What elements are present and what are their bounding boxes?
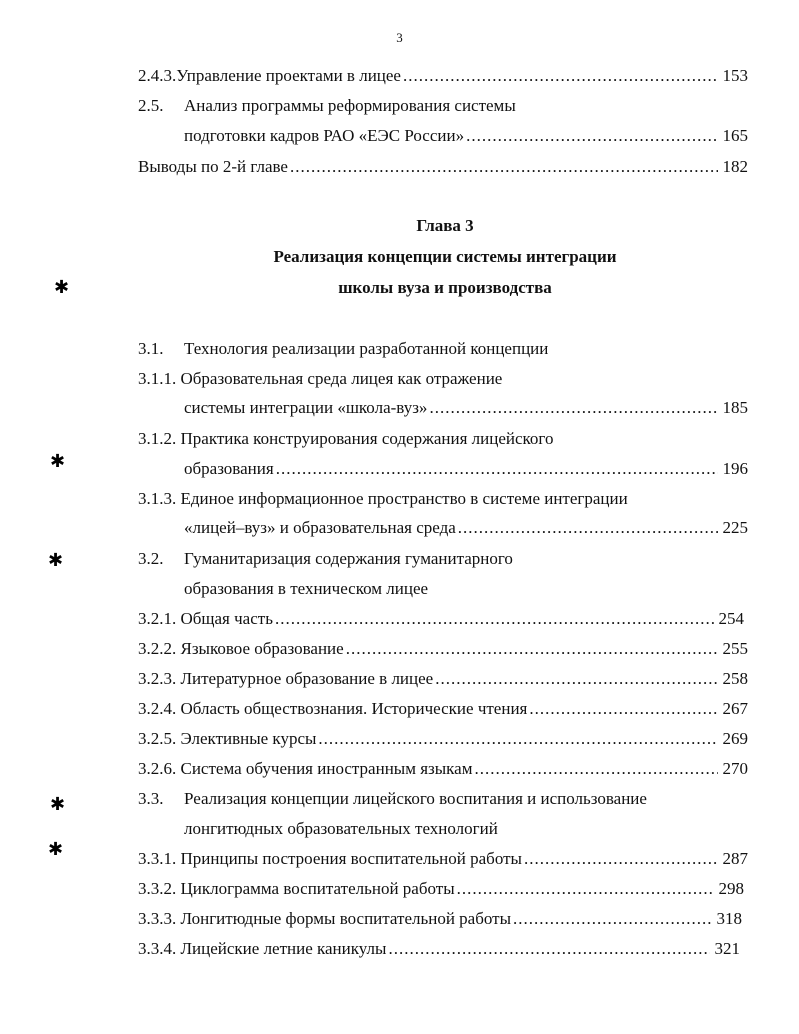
- toc-leader-dots: [403, 64, 718, 88]
- chapter-label: Глава 3: [416, 216, 474, 235]
- toc-entry: [138, 155, 748, 179]
- toc-entry-page: 270: [722, 759, 748, 778]
- toc-entry-title: Циклограмма воспитательной работы: [180, 879, 455, 898]
- toc-entry-page: 258: [722, 669, 748, 688]
- toc-entry-title: Общая часть: [180, 609, 273, 628]
- toc-entry-page: 318: [716, 909, 742, 928]
- toc-entry: [138, 607, 744, 631]
- toc-entry-number: 3.1.2.: [138, 429, 177, 448]
- toc-entry-title: Анализ программы реформирования системы: [184, 96, 516, 115]
- toc-entry: [138, 547, 748, 571]
- toc-entry-title: Реализация концепции лицейского воспитания и использование: [184, 789, 647, 808]
- toc-entry-page: 255: [722, 639, 748, 658]
- toc-entry-continuation: [184, 124, 748, 148]
- ink-blot: ✱: [54, 277, 70, 297]
- toc-entry-title: Технология реализации разработанной концепции: [184, 339, 549, 358]
- ink-blot: ✱: [48, 550, 64, 570]
- toc-leader-dots: [346, 637, 718, 661]
- toc-entry: [138, 427, 748, 451]
- toc-entry: [138, 877, 744, 901]
- toc-entry-page: 165: [722, 126, 748, 145]
- toc-entry-page: 269: [722, 729, 748, 748]
- toc-entry-title: образования: [184, 459, 274, 478]
- toc-entry-page: 267: [722, 699, 748, 718]
- toc-entry-number: 3.3.1.: [138, 849, 177, 868]
- toc-entry-number: 3.3.2.: [138, 879, 177, 898]
- toc-entry-page: 321: [714, 939, 740, 958]
- toc-entry-title: Система обучения иностранным языкам: [180, 759, 473, 778]
- toc-entry-continuation: [184, 457, 748, 481]
- toc-entry-title: Языковое образование: [180, 639, 344, 658]
- toc-entry-number: 3.2.4.: [138, 699, 177, 718]
- toc-entry-number: 2.4.3.: [138, 66, 177, 85]
- toc-entry-number: 3.1.3.: [138, 489, 177, 508]
- toc-entry-title: системы интеграции «школа-вуз»: [184, 398, 428, 417]
- toc-entry-title: Элективные курсы: [180, 729, 317, 748]
- toc-entry-continuation: [184, 577, 748, 601]
- toc-entry-title: Литературное образование в лицее: [180, 669, 434, 688]
- toc-entry-title: Выводы по 2-й главе: [138, 157, 288, 176]
- toc-entry-number: 3.2.2.: [138, 639, 177, 658]
- toc-entry-page: 185: [722, 398, 748, 417]
- toc-entry-number: 3.1.: [138, 339, 164, 358]
- ink-blot: ✱: [48, 839, 64, 859]
- toc-entry-number: 3.2.1.: [138, 609, 177, 628]
- toc-leader-dots: [388, 937, 710, 961]
- toc-leader-dots: [475, 757, 719, 781]
- toc-entry-page: 225: [722, 518, 748, 537]
- toc-entry: [138, 847, 748, 871]
- toc-entry-continuation: [184, 516, 748, 540]
- page-number: 3: [396, 30, 403, 45]
- toc-leader-dots: [290, 155, 718, 179]
- toc-entry-page: 298: [718, 879, 744, 898]
- toc-leader-dots: [318, 727, 718, 751]
- toc-entry-title: Лонгитюдные формы воспитательной работы: [180, 909, 511, 928]
- toc-entry: [138, 787, 748, 811]
- toc-entry: [138, 487, 748, 511]
- toc-entry-number: 3.2.: [138, 549, 164, 568]
- toc-entry-continuation: [184, 396, 748, 420]
- toc-entry-title: Управление проектами в лицее: [176, 66, 401, 85]
- toc-entry-number: 2.5.: [138, 96, 164, 115]
- toc-leader-dots: [457, 877, 714, 901]
- toc-entry-title: Практика конструирования содержания лицейского: [180, 429, 554, 448]
- toc-entry-title: Образовательная среда лицея как отражение: [180, 369, 503, 388]
- chapter-title-line2: школы вуза и производства: [338, 278, 552, 297]
- toc-entry-number: 3.2.5.: [138, 729, 177, 748]
- toc-entry-number: 3.3.3.: [138, 909, 177, 928]
- toc-entry-title: Лицейские летние каникулы: [180, 939, 387, 958]
- toc-leader-dots: [466, 124, 718, 148]
- toc-entry-title: Единое информационное пространство в системе интеграции: [180, 489, 628, 508]
- toc-entry-title: Гуманитаризация содержания гуманитарного: [184, 549, 513, 568]
- toc-entry-number: 3.1.1.: [138, 369, 177, 388]
- toc-entry: [138, 907, 742, 931]
- toc-entry-title: Область обществознания. Исторические чтения: [180, 699, 528, 718]
- toc-entry-page: 153: [722, 66, 748, 85]
- toc-leader-dots: [524, 847, 718, 871]
- toc-leader-dots: [435, 667, 718, 691]
- chapter-title-line1: Реализация концепции системы интеграции: [273, 247, 617, 266]
- toc-entry: [138, 727, 748, 751]
- toc-entry: [138, 64, 748, 88]
- toc-leader-dots: [529, 697, 718, 721]
- toc-entry-number: 3.2.6.: [138, 759, 177, 778]
- toc-entry: [138, 94, 748, 118]
- toc-entry: [138, 697, 748, 721]
- toc-entry-continuation: [184, 817, 748, 841]
- toc-leader-dots: [275, 607, 714, 631]
- toc-entry-title: лонгитюдных образовательных технологий: [184, 819, 498, 838]
- toc-entry-number: 3.2.3.: [138, 669, 177, 688]
- toc-entry-number: 3.3.4.: [138, 939, 177, 958]
- toc-entry: [138, 757, 748, 781]
- toc-leader-dots: [429, 396, 718, 420]
- ink-blot: ✱: [50, 451, 66, 471]
- toc-entry: [138, 337, 748, 361]
- toc-entry-page: 254: [718, 609, 744, 628]
- ink-blot: ✱: [50, 794, 66, 814]
- toc-leader-dots: [276, 457, 718, 481]
- toc-entry-page: 182: [722, 157, 748, 176]
- toc-leader-dots: [513, 907, 712, 931]
- toc-entry-title: Принципы построения воспитательной работы: [180, 849, 522, 868]
- toc-entry-title: образования в техническом лицее: [184, 579, 429, 598]
- toc-entry-number: 3.3.: [138, 789, 164, 808]
- toc-entry: [138, 367, 748, 391]
- toc-entry-title: подготовки кадров РАО «ЕЭС России»: [184, 126, 465, 145]
- toc-entry: [138, 637, 748, 661]
- toc-entry-page: 287: [722, 849, 748, 868]
- toc-entry: [138, 937, 740, 961]
- toc-leader-dots: [458, 516, 718, 540]
- toc-entry-title: «лицей–вуз» и образовательная среда: [184, 518, 456, 537]
- toc-entry-page: 196: [722, 459, 748, 478]
- toc-entry: [138, 667, 748, 691]
